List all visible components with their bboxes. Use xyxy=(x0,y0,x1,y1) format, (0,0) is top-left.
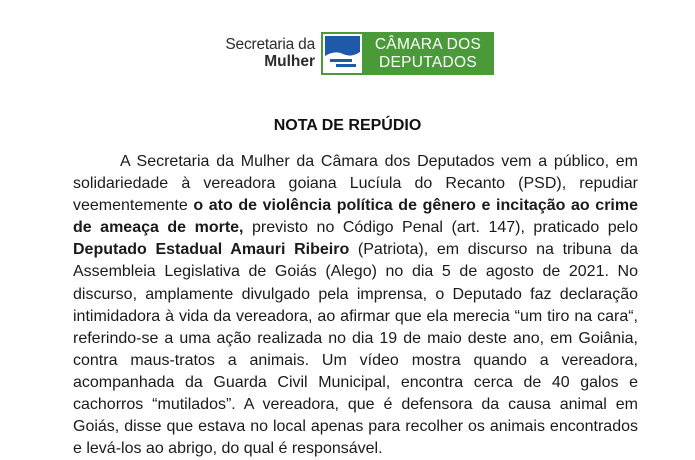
camara-logo-line1: CÂMARA DOS xyxy=(374,36,482,53)
body-paragraph xyxy=(73,151,638,460)
paragraph-bold-deputy: Deputado Estadual Amauri Ribeiro xyxy=(73,241,350,259)
secretaria-da-mulher-logo xyxy=(219,36,315,70)
paragraph-text-2: previsto no Código Penal (art. 147), praticado pelo xyxy=(243,219,639,237)
document-header xyxy=(0,30,695,76)
paragraph-text-3: (Patriota), em discurso na tribuna da Assembleia Legislativa de Goiás (Alego) no dia 5 de agosto de 2021. No discurso, amplamente divulgado pela imprensa, o Deputado faz declaração intimidadora à vida da vereadora, ao afirmar que ela merecia “um tiro na cara“, referindo-se a uma ação realizada no dia 19 de maio deste ano, em Goiânia, contra maus-tratos a animais. Um vídeo mostra quando a vereadora, acompanhada da Guarda Civil Municipal, encontra cerca de 40 galos e cachorros “mutilados”. A vereadora, que é defensora da causa animal em Goiás, disse que estava no local apenas para recolher os animais encontrados e levá-los ao abrigo, do qual é responsável. xyxy=(73,241,638,458)
document-title: NOTA DE REPÚDIO xyxy=(273,117,422,134)
camara-logo-text xyxy=(365,36,491,71)
secretaria-logo-line1: Secretaria da xyxy=(225,36,315,53)
camara-dos-deputados-logo xyxy=(321,32,494,75)
camara-emblem-icon xyxy=(323,34,362,73)
camara-logo-line2: DEPUTADOS xyxy=(378,53,477,71)
paragraph-text-1: A Secretaria da Mulher da Câmara dos Deputados vem a público, em solidariedade à vereadora goiana Lucíula do Recanto (PSD), repudiar veementemente xyxy=(73,153,638,215)
secretaria-logo-line2: Mulher xyxy=(264,53,315,70)
paragraph-bold-crime: o ato de violência política de gênero e incitação ao crime de ameaça de morte, xyxy=(73,197,638,237)
